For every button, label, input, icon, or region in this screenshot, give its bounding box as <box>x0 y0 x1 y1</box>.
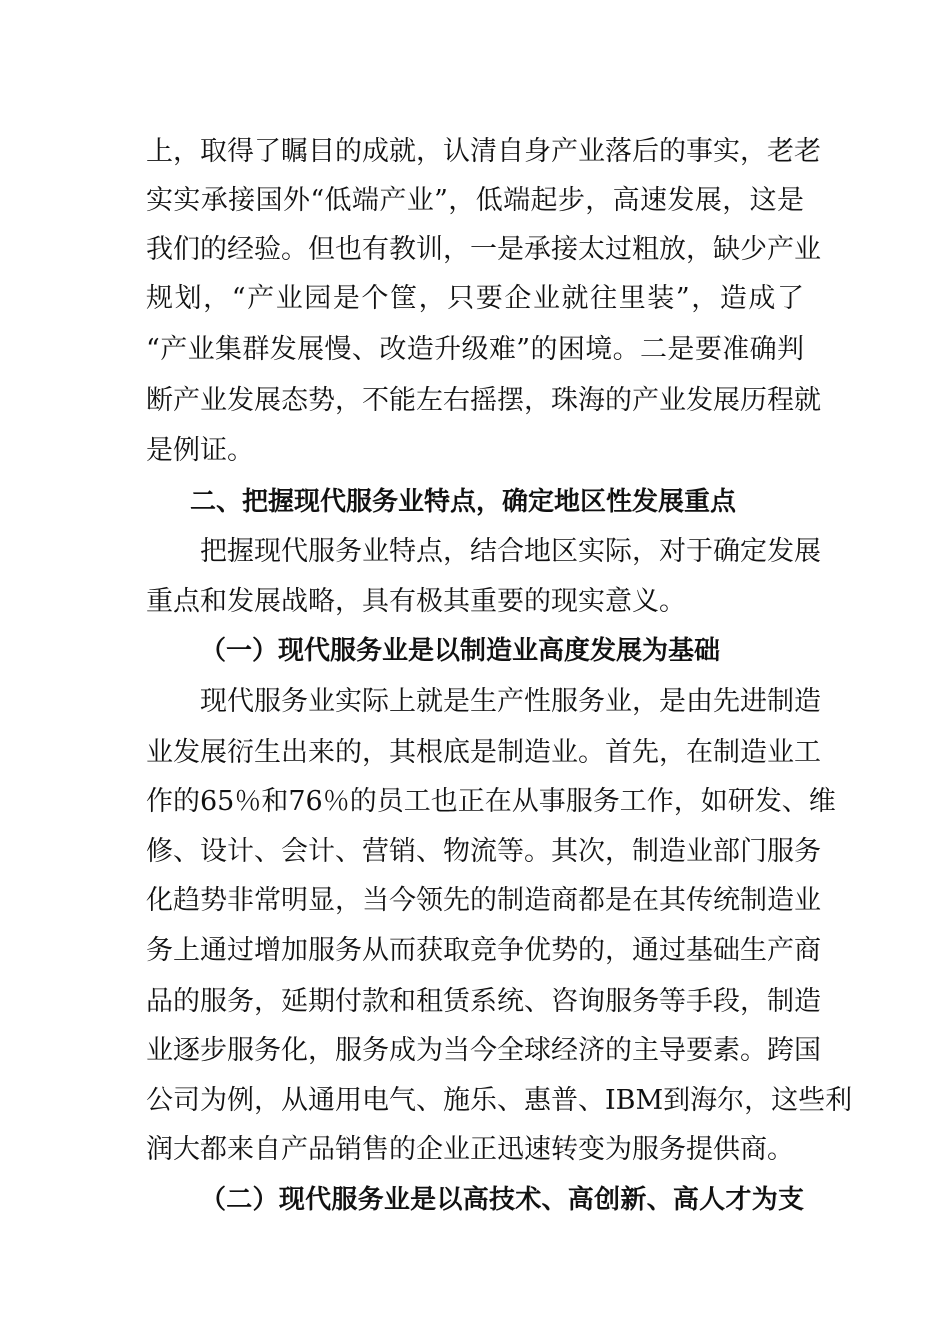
paragraph-line: 润大都来自产品销售的企业正迅速转变为服务提供商。 <box>146 1134 794 1165</box>
paragraph-line: 重点和发展战略，具有极其重要的现实意义。 <box>146 586 686 617</box>
paragraph-line: “产业集群发展慢、改造升级难”的困境。二是要准确判 <box>146 334 804 365</box>
paragraph-line: 实实承接国外“低端产业”，低端起步，高速发展，这是 <box>146 185 804 216</box>
paragraph-line: 化趋势非常明显，当今领先的制造商都是在其传统制造业 <box>146 885 821 916</box>
paragraph-line: 作的65％和76％的员工也正在从事服务工作，如研发、维 <box>146 786 836 817</box>
paragraph-line: 修、设计、会计、营销、物流等。其次，制造业部门服务 <box>146 836 821 867</box>
paragraph-line: 把握现代服务业特点，结合地区实际，对于确定发展 <box>200 536 821 567</box>
paragraph-line: 我们的经验。但也有教训，一是承接太过粗放，缺少产业 <box>146 234 821 265</box>
paragraph-line: 品的服务，延期付款和租赁系统、咨询服务等手段，制造 <box>146 986 821 1017</box>
paragraph-line: 上，取得了瞩目的成就，认清自身产业落后的事实，老老 <box>146 136 821 167</box>
paragraph-line: 业发展衍生出来的，其根底是制造业。首先，在制造业工 <box>146 737 821 768</box>
paragraph-line: 是例证。 <box>146 435 254 466</box>
paragraph-line: 公司为例，从通用电气、施乐、惠普、IBM到海尔，这些利 <box>146 1085 853 1116</box>
subsection-heading: （二）现代服务业是以高技术、高创新、高人才为支 <box>200 1185 804 1215</box>
section-heading: 二、把握现代服务业特点，确定地区性发展重点 <box>190 487 737 517</box>
paragraph-line: 务上通过增加服务从而获取竞争优势的，通过基础生产商 <box>146 935 821 966</box>
paragraph-line: 业逐步服务化，服务成为当今全球经济的主导要素。跨国 <box>146 1035 821 1066</box>
paragraph-line: 规划，“产业园是个筐，只要企业就往里装”，造成了 <box>146 283 804 314</box>
paragraph-line: 断产业发展态势，不能左右摇摆，珠海的产业发展历程就 <box>146 385 821 416</box>
subsection-heading: （一）现代服务业是以制造业高度发展为基础 <box>200 636 721 666</box>
paragraph-line: 现代服务业实际上就是生产性服务业，是由先进制造 <box>200 686 821 717</box>
